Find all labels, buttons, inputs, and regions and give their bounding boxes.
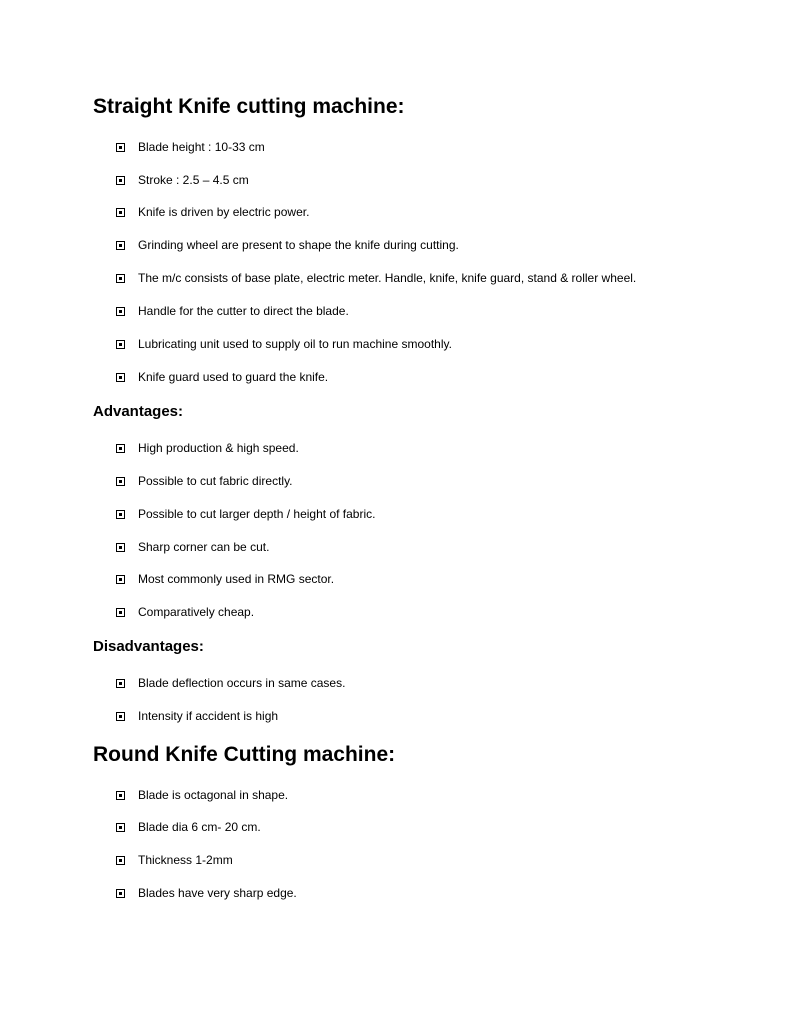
list-item-text: High production & high speed. — [138, 441, 299, 455]
list-item-text: Handle for the cutter to direct the blade. — [138, 304, 349, 318]
list-item-text: Thickness 1-2mm — [138, 853, 233, 867]
bullet-icon — [116, 477, 125, 486]
list-item — [116, 604, 254, 620]
bullet-icon — [116, 608, 125, 617]
list-item — [116, 675, 345, 691]
bullet-icon — [116, 856, 125, 865]
list-item-text: Possible to cut fabric directly. — [138, 474, 293, 488]
list-item-text: Stroke : 2.5 – 4.5 cm — [138, 173, 249, 187]
list-item — [116, 204, 309, 220]
list-item — [116, 571, 334, 587]
list-item-text: Possible to cut larger depth / height of fabric. — [138, 507, 376, 521]
list-item — [116, 473, 293, 489]
heading-straight-knife: Straight Knife cutting machine: — [93, 95, 405, 118]
list-item-text: Blades have very sharp edge. — [138, 886, 297, 900]
list-item — [116, 139, 265, 155]
list-item — [116, 270, 636, 286]
list-item — [116, 303, 349, 319]
list-item — [116, 539, 269, 555]
bullet-icon — [116, 679, 125, 688]
heading-advantages: Advantages: — [93, 403, 184, 420]
bullet-icon — [116, 823, 125, 832]
bullet-icon — [116, 241, 125, 250]
list-item-text: Blade height : 10-33 cm — [138, 140, 265, 154]
bullet-icon — [116, 143, 125, 152]
list-item — [116, 506, 375, 522]
list-item-text: Most commonly used in RMG sector. — [138, 572, 335, 586]
heading-disadvantages: Disadvantages: — [93, 638, 204, 655]
list-item — [116, 885, 297, 901]
list-item-text: Grinding wheel are present to shape the knife during cutting. — [138, 238, 459, 252]
list-item-text: The m/c consists of base plate, electric meter. Handle, knife, knife guard, stand & roller wheel. — [138, 271, 637, 285]
heading-round-knife: Round Knife Cutting machine: — [93, 743, 396, 766]
bullet-icon — [116, 575, 125, 584]
list-item — [116, 440, 299, 456]
bullet-icon — [116, 712, 125, 721]
list-item — [116, 708, 278, 724]
list-item-text: Sharp corner can be cut. — [138, 540, 270, 554]
bullet-icon — [116, 307, 125, 316]
list-item — [116, 852, 233, 868]
list-item — [116, 172, 249, 188]
bullet-icon — [116, 373, 125, 382]
bullet-icon — [116, 340, 125, 349]
list-item — [116, 819, 261, 835]
list-item-text: Knife guard used to guard the knife. — [138, 370, 329, 384]
bullet-icon — [116, 510, 125, 519]
list-item — [116, 336, 452, 352]
list-item-text: Blade deflection occurs in same cases. — [138, 676, 346, 690]
list-item — [116, 237, 459, 253]
bullet-icon — [116, 889, 125, 898]
list-item-text: Blade dia 6 cm- 20 cm. — [138, 820, 261, 834]
list-item — [116, 787, 288, 803]
list-item-text: Knife is driven by electric power. — [138, 205, 310, 219]
bullet-icon — [116, 274, 125, 283]
list-item-text: Comparatively cheap. — [138, 605, 255, 619]
bullet-icon — [116, 543, 125, 552]
bullet-icon — [116, 444, 125, 453]
bullet-icon — [116, 176, 125, 185]
bullet-icon — [116, 791, 125, 800]
list-item-text: Lubricating unit used to supply oil to run machine smoothly. — [138, 337, 452, 351]
bullet-icon — [116, 208, 125, 217]
list-item-text: Blade is octagonal in shape. — [138, 788, 289, 802]
list-item — [116, 369, 328, 385]
list-item-text: Intensity if accident is high — [138, 709, 279, 723]
